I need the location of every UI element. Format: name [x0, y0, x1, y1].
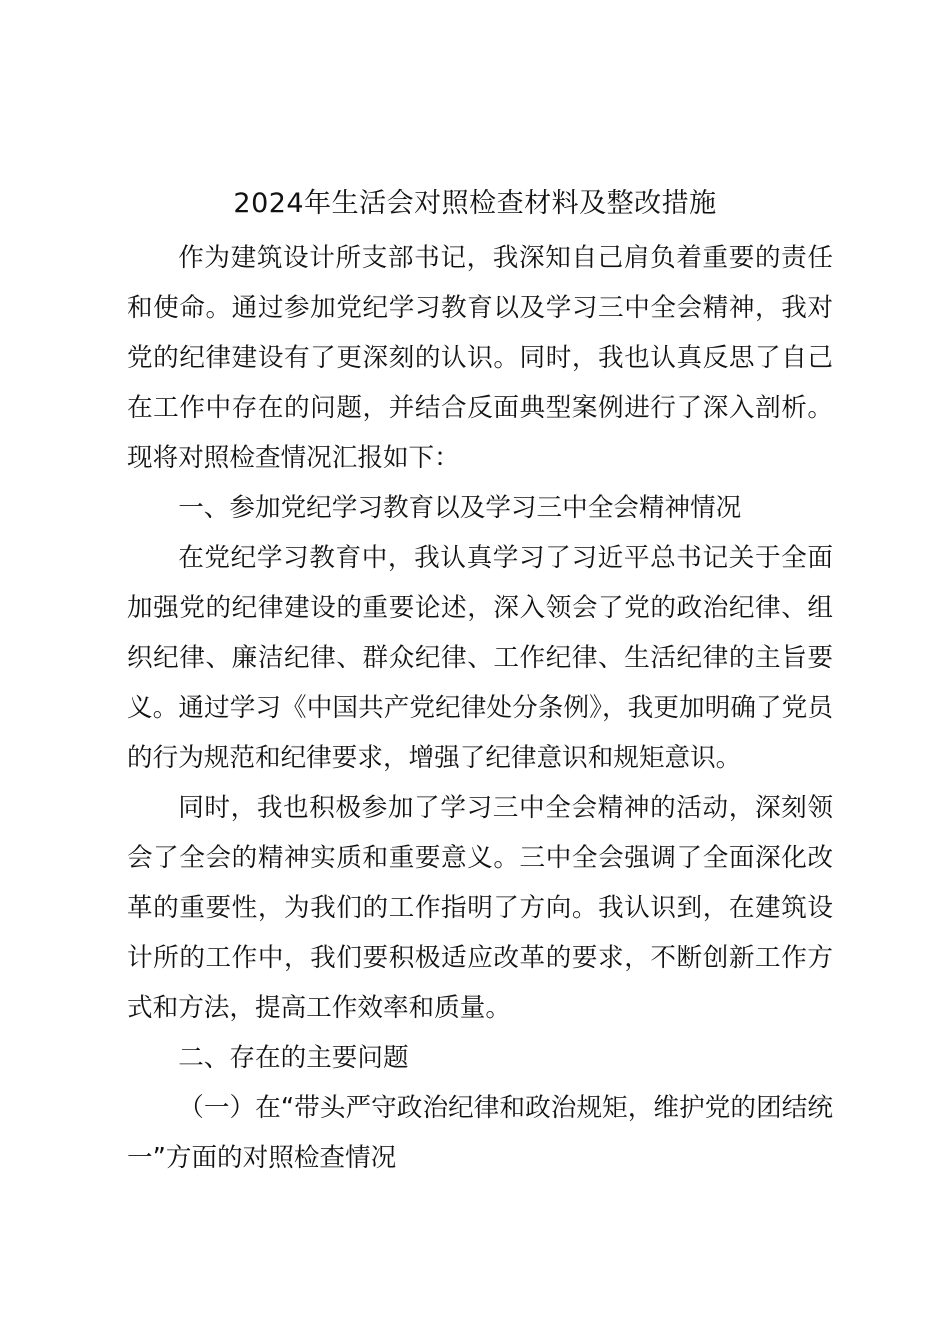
subsection-heading-1: （一）在“带头严守政治纪律和政治规矩，维护党的团结统一”方面的对照检查情况 — [127, 1093, 833, 1173]
section-heading-2: 二、存在的主要问题 — [178, 1043, 409, 1073]
section-heading-1: 一、参加党纪学习教育以及学习三中全会精神情况 — [178, 493, 742, 523]
study-paragraph: 在党纪学习教育中，我认真学习了习近平总书记关于全面加强党的纪律建设的重要论述，深入领会了党的政治纪律、组织纪律、廉洁纪律、群众纪律、工作纪律、生活纪律的主旨要义。通过学习《中国共产党纪律处分条例》，我更加明确了党员的行为规范和纪律要求，增强了纪律意识和规矩意识。 — [127, 543, 833, 773]
intro-paragraph: 作为建筑设计所支部书记，我深知自己肩负着重要的责任和使命。通过参加党纪学习教育以及学习三中全会精神，我对党的纪律建设有了更深刻的认识。同时，我也认真反思了自己在工作中存在的问题，并结合反面典型案例进行了深入剖析。现将对照检查情况汇报如下： — [127, 243, 833, 473]
plenum-paragraph: 同时，我也积极参加了学习三中全会精神的活动，深刻领会了全会的精神实质和重要意义。三中全会强调了全面深化改革的重要性，为我们的工作指明了方向。我认识到，在建筑设计所的工作中，我们要积极适应改革的要求，不断创新工作方式和方法，提高工作效率和质量。 — [127, 793, 833, 1023]
document-title: 2024年生活会对照检查材料及整改措施 — [233, 188, 717, 219]
document-body — [127, 233, 833, 1183]
